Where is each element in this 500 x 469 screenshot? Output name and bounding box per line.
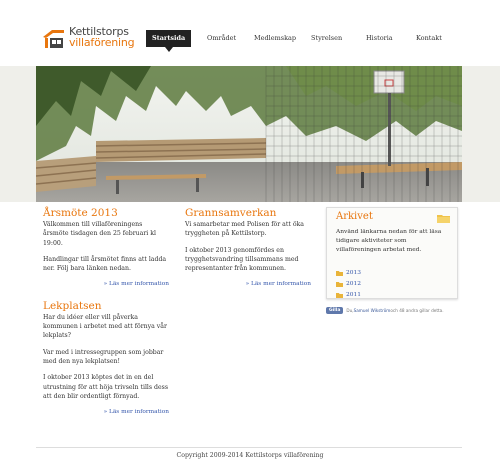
folder-small-icon <box>336 293 343 298</box>
main-nav <box>0 30 500 48</box>
nav-medlemskap[interactable]: Medlemskap <box>254 34 297 42</box>
logo-line2: villaförening <box>69 36 135 49</box>
like-button[interactable]: Gilla <box>326 307 343 314</box>
grannsamverkan-text-1: Vi samarbetar med Polisen för att öka tryggheten på Kettilstorp. <box>185 221 304 238</box>
arsmote-text-2: Handlingar till årsmötet finns att ladda ner. Följ bara länken nedan. <box>43 255 167 273</box>
arsmote-section <box>43 206 169 417</box>
grannsamverkan-section <box>185 206 311 290</box>
like-friend-name[interactable]: Samuel Wikström <box>353 308 391 313</box>
archive-year-label: 2011 <box>346 292 361 298</box>
site-header <box>0 0 500 66</box>
grannsamverkan-text-2: I oktober 2013 genomfördes en trygghetsvandring tillsammans med representanter från kommunen. <box>185 246 299 273</box>
nav-styrelsen[interactable]: Styrelsen <box>311 34 343 42</box>
lekplatsen-text-2: Var med i intressegruppen som jobbar med den nya lekplatsen! <box>43 348 164 365</box>
like-text-prefix: Du, <box>346 308 354 313</box>
arsmote-more-link[interactable]: » Läs mer information <box>43 280 169 289</box>
lekplatsen-title: Lekplatsen <box>43 299 102 312</box>
footer-divider <box>36 447 462 448</box>
schoolyard-photo <box>36 66 462 202</box>
lekplatsen-more-link[interactable]: » Läs mer information <box>43 408 169 417</box>
hero-image <box>36 66 462 202</box>
folder-icon <box>437 214 450 223</box>
grannsamverkan-title: Grannsamverkan <box>185 207 277 219</box>
folder-small-icon <box>336 282 343 287</box>
logo-line1: Kettilstorps <box>69 25 129 38</box>
archive-link-2013[interactable] <box>336 268 361 279</box>
nav-startsida[interactable]: Startsida <box>146 30 191 47</box>
archive-year-label: 2012 <box>346 281 361 287</box>
lekplatsen-text-1: Har du idéer eller vill påverka kommunen i arbetet med att förnya vår lekplats? <box>43 313 167 340</box>
folder-small-icon <box>336 271 343 276</box>
nav-omradet[interactable]: Området <box>207 34 237 42</box>
archive-year-list <box>336 268 361 301</box>
archive-text: Använd länkarna nedan för att läsa tidigare aktiviteter som villaföreningen arbetat med. <box>336 229 442 253</box>
nav-kontakt[interactable]: Kontakt <box>416 34 442 42</box>
archive-box <box>326 207 458 299</box>
lekplatsen-text-3: I oktober 2013 köptes det in en del utrustning för att höja trivseln tills dess att den blir ordentligt förnyad. <box>43 374 169 400</box>
footer-copyright: Copyright 2009-2014 Kettilstorps villaförening <box>176 452 324 459</box>
like-text-suffix: och 48 andra gillar detta. <box>390 308 444 313</box>
archive-title: Arkivet <box>336 211 373 222</box>
nav-historia[interactable]: Historia <box>366 34 393 42</box>
archive-link-2011[interactable] <box>336 290 361 301</box>
archive-year-label: 2013 <box>346 270 361 276</box>
facebook-like <box>326 306 444 315</box>
arsmote-text-1: Välkommen till villaföreningens årsmöte tisdagen den 25 februari kl 19:00. <box>43 221 156 247</box>
archive-link-2012[interactable] <box>336 279 361 290</box>
grannsamverkan-more-link[interactable]: » Läs mer information <box>185 280 311 289</box>
arsmote-title: Årsmöte 2013 <box>43 207 118 219</box>
